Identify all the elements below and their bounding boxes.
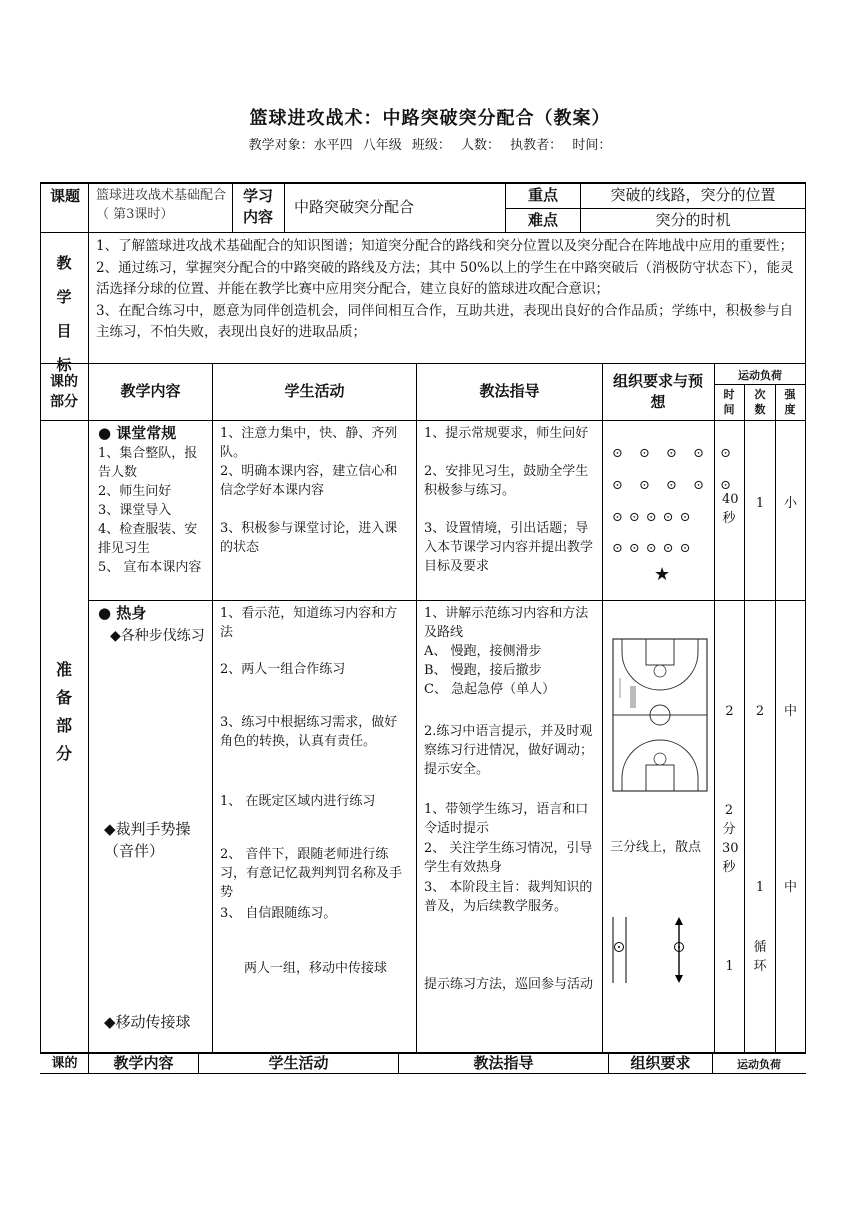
row1-method-2: 2、安排见习生，鼓励全学生积极参与练习。 <box>424 464 589 498</box>
footer-bottom <box>40 1073 806 1074</box>
table-border-right <box>805 182 806 1052</box>
row2-content-item: ◆裁判手势操（音伴） <box>104 820 191 860</box>
hdr-org: 组织要求与预想 <box>612 372 703 411</box>
key-label: 重点 <box>527 186 558 204</box>
row1-content-item: 5、 宣布本课内容 <box>98 560 202 575</box>
obj-v1 <box>88 232 89 363</box>
row2-student: 1、看示范，知道练习内容和方法 <box>220 606 398 640</box>
row2-content-item: ◆各种步伐练习 <box>110 628 205 644</box>
col-v3 <box>416 363 417 1053</box>
row2-content-item: ◆移动传接球 <box>104 1013 191 1031</box>
row1-student-3: 3、积极参与课堂讨论，进入课的状态 <box>220 521 398 555</box>
header-bottom <box>40 420 806 421</box>
col-v2 <box>212 363 213 1053</box>
row1-content-items <box>98 444 210 577</box>
row1-count: 1 <box>755 496 765 511</box>
footer-org: 组织要求 <box>630 1054 691 1072</box>
row1-content-title: ● 课堂常规 <box>98 424 177 442</box>
row1-bottom <box>88 600 805 601</box>
row2-method: C、 急起急停（单人） <box>424 682 556 697</box>
formation-row: ⊙ ⊙ ⊙ ⊙ ⊙ <box>612 478 737 493</box>
info-v1 <box>88 182 89 232</box>
info-bottom <box>40 232 806 233</box>
row1-student-2: 2、明确本课内容，建立信心和信念学好本课内容 <box>220 464 398 498</box>
row2-count-3: 循环 <box>753 940 767 974</box>
row2-method: B、 慢跑，接后撤步 <box>424 663 542 678</box>
row2-student: 3、 自信跟随练习。 <box>220 906 337 921</box>
passing-drill-diagram <box>612 915 692 985</box>
hdr-content: 教学内容 <box>120 382 181 400</box>
row2-student: 2、 音伴下，跟随老师进行练习，有意记忆裁判判罚名称及手势 <box>220 847 403 900</box>
hdr-method: 教法指导 <box>479 382 540 400</box>
hdr-count: 次数 <box>754 388 766 416</box>
section-label: 准备部分 <box>55 660 72 763</box>
info-mid-line <box>505 208 805 209</box>
content-label: 学习内容 <box>242 187 273 226</box>
row2-intensity-2: 中 <box>783 880 797 895</box>
row2-method: 1、带领学生练习，语言和口令适时提示 <box>424 802 589 836</box>
row2-count-2: 1 <box>755 880 765 895</box>
row2-time-2: 2分30秒 <box>722 803 739 875</box>
row2-student: 1、 在既定区域内进行练习 <box>220 794 376 809</box>
teacher-star-icon: ★ <box>654 564 671 585</box>
table-top <box>40 182 806 184</box>
formation-row: ⊙ ⊙ ⊙ ⊙ ⊙ <box>612 446 737 461</box>
formation-row: ⊙⊙⊙⊙⊙ <box>612 541 697 556</box>
topic-value: 篮球进攻战术基础配合（ 第3课时） <box>96 188 227 222</box>
row2-method: 1、讲解示范练习内容和方法及路线 <box>424 606 589 640</box>
col-v1 <box>88 363 89 1053</box>
row2-method: 3、 本阶段主旨：裁判知识的普及，为后续教学服务。 <box>424 880 593 914</box>
footer-section: 课的 <box>51 1056 78 1071</box>
row1-content-item: 3、课堂导入 <box>98 503 172 518</box>
document-title: 篮球进攻战术：中路突破突分配合（教案） <box>249 108 611 129</box>
info-v5 <box>580 182 581 232</box>
col-v4 <box>602 363 603 1053</box>
objective-1: 1、了解篮球进攻战术基础配合的知识图谱；知道突分配合的路线和突分位置以及突分配合在阵地战中应用的重要性； <box>96 238 794 254</box>
row1-method-1: 1、提示常规要求，师生问好 <box>424 426 589 441</box>
row2-method: 提示练习方法，巡回参与活动 <box>424 977 594 992</box>
row1-intensity: 小 <box>783 496 797 511</box>
objectives-bottom <box>40 363 806 364</box>
row2-student: 3、练习中根据练习需求，做好角色的转换，认真有责任。 <box>220 715 398 749</box>
footer-student: 学生活动 <box>268 1054 329 1072</box>
row1-content-item: 4、检查服装、安排见习生 <box>98 522 198 556</box>
objectives-label: 教学目标 <box>56 254 72 374</box>
hdr-student: 学生活动 <box>284 382 345 400</box>
footer-load: 运动负荷 <box>737 1058 781 1071</box>
row2-time-3: 1 <box>725 959 734 974</box>
hdr-time: 时间 <box>723 388 735 416</box>
table-border-left <box>40 182 41 1052</box>
row2-student: 两人一组，移动中传接球 <box>244 961 388 976</box>
document-subtitle: 教学对象：水平四 八年级 班级： 人数： 执教者： 时间： <box>248 138 612 153</box>
row1-time: 40秒 <box>722 492 739 526</box>
row2-time-1: 2 <box>725 704 734 719</box>
row1-content-item: 2、师生问好 <box>98 484 172 499</box>
row2-content-title: ● 热身 <box>98 604 147 622</box>
objectives-text <box>96 236 802 344</box>
footer-content: 教学内容 <box>113 1054 174 1072</box>
basketball-court-diagram <box>612 638 708 792</box>
row2-method: 2、 关注学生练习情况，引导学生有效热身 <box>424 841 593 875</box>
content-value: 中路突破突分配合 <box>294 198 415 216</box>
objective-3: 3、在配合练习中，愿意为同伴创造机会，同伴间相互合作，互助共进，表现出良好的合作品质；学练中，积极参与自主练习，不怕失败，表现出良好的进取品质； <box>96 302 794 340</box>
topic-label: 课题 <box>50 187 81 205</box>
info-v3 <box>284 182 285 232</box>
row2-count-1: 2 <box>755 704 765 719</box>
row1-student-1: 1、注意力集中，快、静、齐列队。 <box>220 426 398 460</box>
difficulty-value: 突分的时机 <box>655 211 731 229</box>
difficulty-label: 难点 <box>527 211 558 229</box>
hdr-section: 课的部分 <box>50 374 78 410</box>
row1-method-3: 3、设置情境，引出话题；导入本节课学习内容并提出教学目标及要求 <box>424 521 594 574</box>
row2-student: 2、两人一组合作练习 <box>220 662 346 677</box>
footer-method: 教法指导 <box>473 1054 534 1072</box>
row1-content-item: 1、集合整队，报告人数 <box>98 446 198 480</box>
hdr-intensity: 强度 <box>784 388 796 416</box>
row2-org-text: 三分线上，散点 <box>610 840 702 855</box>
formation-row: ⊙⊙⊙⊙⊙ <box>612 510 697 525</box>
row2-method: 2.练习中语言提示，并及时观察练习行进情况，做好调动；提示安全。 <box>424 724 594 777</box>
objective-2: 2、通过练习，掌握突分配合的中路突破的路线及方法；其中 50%以上的学生在中路突破后（消极防守状态下），能灵活选择分球的位置、并能在教学比赛中应用突分配合，建立良好的篮球进攻配合意识； <box>96 259 794 297</box>
row2-intensity-1: 中 <box>783 704 797 719</box>
row2-method: A、 慢跑，接侧滑步 <box>424 644 542 659</box>
hdr-load: 运动负荷 <box>738 369 782 382</box>
key-value: 突破的线路，突分的位置 <box>610 186 776 204</box>
info-v2 <box>232 182 233 232</box>
